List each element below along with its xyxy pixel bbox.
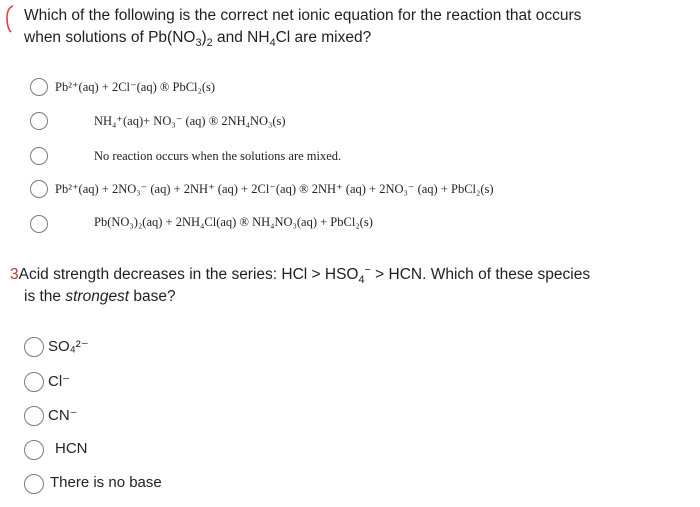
q1-option-5-label: Pb(NO₃)₂(aq) + 2NH₄Cl(aq) ® NH₄NO₃(aq) + PbCl₂(s)	[94, 215, 373, 229]
q2-option-1-label: SO₄²⁻	[48, 338, 89, 355]
q2-option-1-radio[interactable]	[24, 337, 44, 357]
question-2-number: 3	[10, 266, 19, 283]
q1-text-part: )	[201, 29, 207, 46]
question-2-text	[10, 264, 590, 308]
q1-option-1-radio[interactable]	[30, 78, 48, 96]
q2-option-5-label: There is no base	[50, 474, 162, 491]
q1-text-part: Cl are mixed?	[275, 29, 372, 46]
q2-option-4-radio[interactable]	[24, 440, 44, 460]
q1-option-3-label: No reaction occurs when the solutions are mixed.	[94, 149, 342, 163]
question-1-line-1: Which of the following is the correct net ionic equation for the reaction that occurs	[24, 7, 582, 24]
q1-subscript: 4	[269, 37, 276, 50]
q1-subscript: 3	[195, 37, 202, 50]
q2-emphasis: strongest	[65, 288, 130, 305]
q1-option-3-radio[interactable]	[30, 147, 48, 165]
q2-text-part: is the	[24, 288, 66, 305]
q2-text-part: base?	[129, 288, 176, 305]
question-1-line-2	[24, 27, 581, 49]
question-1-text	[24, 5, 581, 49]
q2-option-4-label: HCN	[55, 440, 88, 457]
q1-option-4-radio[interactable]	[30, 180, 48, 198]
q1-text-part: when solutions of Pb(NO	[24, 29, 196, 46]
q2-superscript: −	[364, 263, 371, 276]
q2-option-2-label: Cl⁻	[48, 373, 71, 390]
q2-option-3-radio[interactable]	[24, 406, 44, 426]
q2-option-2-radio[interactable]	[24, 372, 44, 392]
q1-option-5-radio[interactable]	[30, 215, 48, 233]
q1-option-1-label: Pb²⁺(aq) + 2Cl⁻(aq) ® PbCl₂(s)	[55, 80, 216, 94]
q1-text-part: and NH	[212, 29, 270, 46]
q1-option-4-label: Pb²⁺(aq) + 2NO₃⁻ (aq) + 2NH⁺ (aq) + 2Cl⁻(aq) ® 2NH⁺ (aq) + 2NO₃⁻ (aq) + PbCl₂(s)	[55, 182, 494, 196]
q2-option-3-label: CN⁻	[48, 407, 78, 424]
question-2-line-1	[10, 264, 590, 286]
q1-option-2-radio[interactable]	[30, 112, 48, 130]
q1-subscript: 2	[206, 37, 213, 50]
q2-text-part: > HCN. Which of these species	[370, 266, 591, 283]
q2-subscript: 4	[358, 274, 365, 287]
question-2-line-2	[10, 286, 590, 308]
q1-option-2-label: NH₄⁺(aq)+ NO₃⁻ (aq) ® 2NH₄NO₃(s)	[94, 114, 286, 128]
handwritten-bracket-mark	[3, 4, 17, 34]
q2-text-part: Acid strength decreases in the series: HCl > HSO	[18, 266, 359, 283]
q2-option-5-radio[interactable]	[24, 474, 44, 494]
